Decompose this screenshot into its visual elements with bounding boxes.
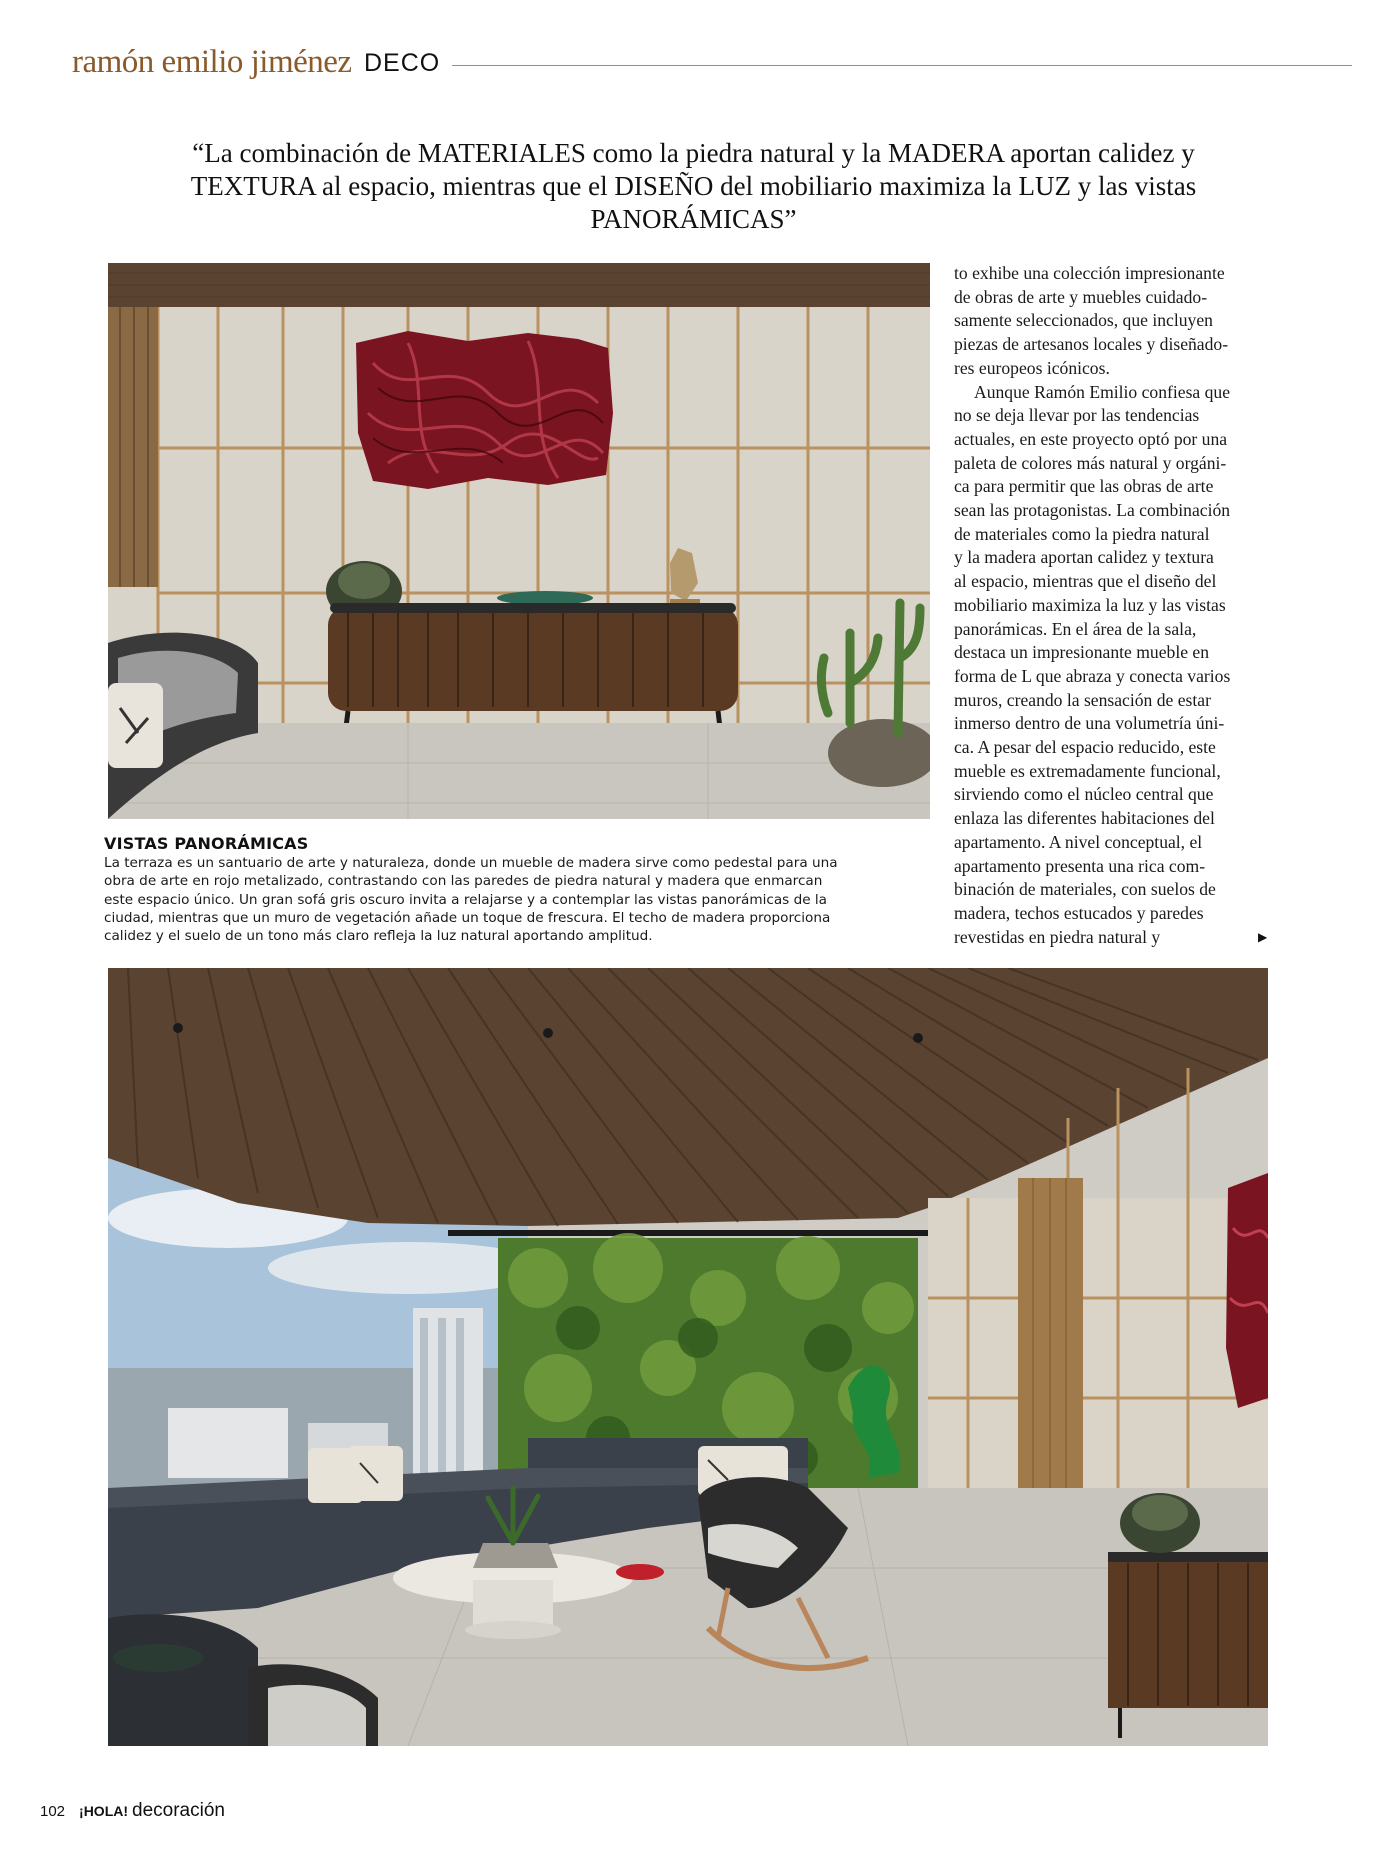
body-line: enlaza las diferentes habitaciones del <box>954 808 1215 829</box>
body-line: apartamento. A nivel conceptual, el <box>954 831 1203 852</box>
body-line: actuales, en este proyecto optó por una <box>954 428 1228 449</box>
sideboard-photo <box>108 263 930 819</box>
body-line: samente seleccionados, que incluyen <box>954 310 1213 331</box>
body-line: inmerso dentro de una volumetría úni- <box>954 713 1225 734</box>
body-line: mobiliario maximiza la luz y las vistas <box>954 594 1226 615</box>
body-line: de obras de arte y muebles cuidado- <box>954 286 1208 307</box>
body-column <box>954 262 1284 949</box>
caption-text <box>104 854 930 945</box>
body-line: sean las protagonistas. La combinación <box>954 500 1231 521</box>
body-line: mueble es extremadamente funcional, <box>954 760 1221 781</box>
body-line: binación de materiales, con suelos de <box>954 879 1216 900</box>
body-line: al espacio, mientras que el diseño del <box>954 571 1217 592</box>
body-line: no se deja llevar por las tendencias <box>954 405 1200 426</box>
body-line: madera, techos estucados y paredes <box>954 902 1204 923</box>
body-line: Aunque Ramón Emilio confiesa que <box>974 381 1231 402</box>
caption-title: VISTAS PANORÁMICAS <box>104 834 309 853</box>
body-line: muros, creando la sensación de estar <box>954 689 1211 710</box>
page-number: 102 <box>40 1802 66 1820</box>
magazine-logo-decoracion: decoración <box>132 1800 225 1821</box>
body-line: destaca un impresionante mueble en <box>954 642 1210 663</box>
body-line: piezas de artesanos locales y diseñado- <box>954 334 1229 355</box>
caption-line: calidez y el suelo de un tono más claro refleja la luz natural aportando amplitud. <box>104 928 653 945</box>
continue-arrow-icon: ▶ <box>1258 930 1268 944</box>
body-line: revestidas en piedra natural y <box>954 926 1161 947</box>
body-line: forma de L que abraza y conecta varios <box>954 665 1231 686</box>
header-rule <box>452 65 1352 66</box>
pull-quote-line: TEXTURA al espacio, mientras que el DISEÑO del mobiliario maximiza la LUZ y las vistas <box>190 171 1197 201</box>
section-label: DECO <box>364 49 441 77</box>
caption-line: obra de arte en rojo metalizado, contrastando con las paredes de piedra natural y madera que enmarcan <box>104 873 823 890</box>
pull-quote-line: “La combinación de MATERIALES como la piedra natural y la MADERA aportan calidez y <box>192 138 1195 168</box>
caption-line: este espacio único. Un gran sofá gris oscuro invita a relajarse y a contemplar las vistas panorámicas de la <box>104 891 827 908</box>
page-footer <box>40 1800 225 1824</box>
body-line: y la madera aportan calidez y textura <box>954 547 1214 568</box>
magazine-logo-hola: ¡HOLA! <box>79 1803 129 1819</box>
terrace-photo <box>108 968 1268 1746</box>
pull-quote <box>100 137 1287 236</box>
caption-line: La terraza es un santuario de arte y naturaleza, donde un mueble de madera sirve como pedestal para una <box>104 855 838 871</box>
pull-quote-line: PANORÁMICAS” <box>590 204 797 234</box>
body-line: ca para permitir que las obras de arte <box>954 476 1214 497</box>
body-line: apartamento presenta una rica com- <box>954 855 1206 876</box>
body-line: sirviendo como el núcleo central que <box>954 784 1214 805</box>
photo-caption <box>104 834 930 945</box>
body-line: res europeos icónicos. <box>954 357 1110 378</box>
body-line: to exhibe una colección impresionante <box>954 263 1225 283</box>
brand-name: ramón emilio jiménez <box>72 44 352 80</box>
body-line: panorámicas. En el área de la sala, <box>954 618 1197 639</box>
page-header <box>72 44 1387 84</box>
body-line: paleta de colores más natural y orgáni- <box>954 452 1227 473</box>
body-line: ca. A pesar del espacio reducido, este <box>954 737 1216 758</box>
body-line: de materiales como la piedra natural <box>954 523 1210 544</box>
caption-line: ciudad, mientras que un muro de vegetación añade un toque de frescura. El techo de madera proporciona <box>104 909 831 926</box>
